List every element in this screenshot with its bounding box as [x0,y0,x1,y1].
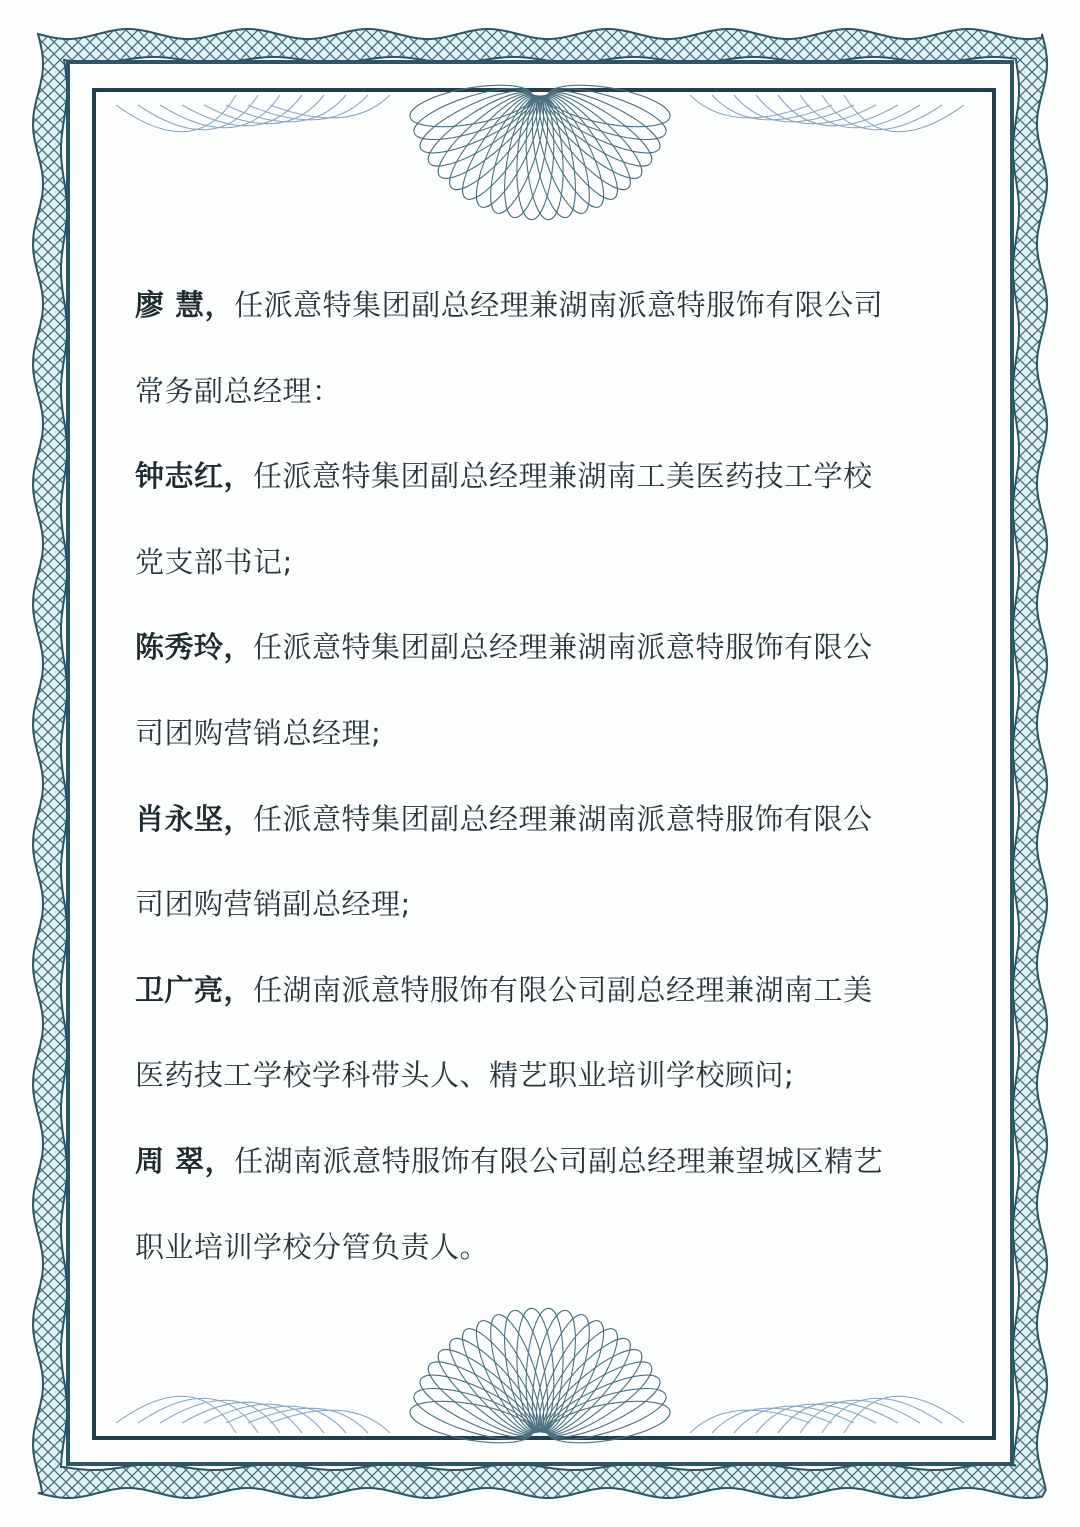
position-text: 任湖南派意特服饰有限公司副总经理兼湖南工美 [253,972,873,1007]
position-text: 司团购营销副总经理; [135,887,411,922]
entry-line [135,283,965,369]
top-rosette-ornament [116,77,964,221]
appointment-list [135,283,965,1310]
entry-line [135,1053,965,1139]
separator: ， [204,288,235,322]
entry-line [135,1139,965,1225]
entry-line [135,454,965,540]
person-name: 卫广亮 [135,972,224,1007]
position-text: 任派意特集团副总经理兼湖南派意特服饰有限公 [253,801,873,836]
person-name: 肖永坚 [135,801,224,836]
separator: ， [223,630,254,665]
entry-line [135,882,965,968]
bottom-rosette-ornament [116,1307,964,1451]
entry-line [135,625,965,711]
position-text: 任派意特集团副总经理兼湖南工美医药技工学校 [253,459,873,494]
position-text: 司团购营销总经理; [135,715,382,750]
entry-line [135,968,965,1054]
separator: ， [223,972,254,1007]
person-name: 周 翠 [135,1143,205,1178]
position-text: 任湖南派意特服饰有限公司副总经理兼望城区精艺 [234,1143,884,1178]
position-text: 党支部书记; [135,544,293,579]
person-name: 钟志红 [135,459,224,494]
position-text: 职业培训学校分管负责人。 [135,1229,490,1264]
separator: ， [223,459,254,494]
position-text: 常务副总经理： [135,373,342,408]
entry-line [135,1225,965,1311]
entry-line [135,540,965,626]
position-text: 任派意特集团副总经理兼湖南派意特服饰有限公 [253,630,873,665]
entry-line [135,797,965,883]
entry-line [135,711,965,797]
person-name: 廖 慧 [135,288,205,322]
person-name: 陈秀玲 [135,630,224,665]
position-text: 任派意特集团副总经理兼湖南派意特服饰有限公司 [234,288,884,322]
separator: ， [223,801,254,836]
separator: ， [204,1143,235,1178]
position-text: 医药技工学校学科带头人、精艺职业培训学校顾问; [135,1058,795,1093]
entry-line [135,369,965,455]
